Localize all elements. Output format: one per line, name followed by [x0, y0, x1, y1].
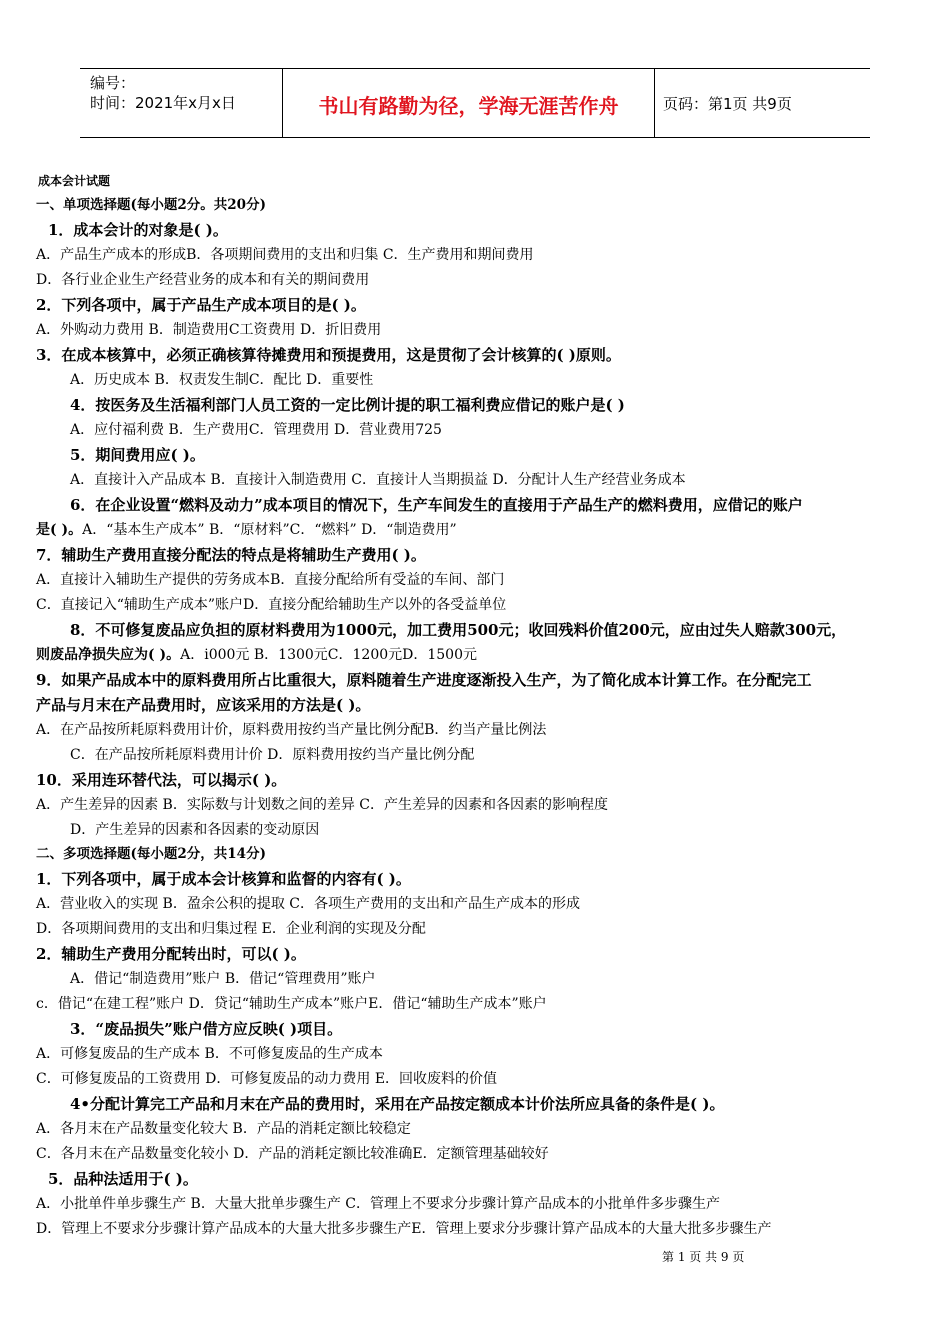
question-7: 7．辅助生产费用直接分配法的特点是将辅助生产费用( )。 — [36, 546, 426, 564]
q10-options-line-2: D．产生差异的因素和各因素的变动原因 — [70, 822, 320, 838]
q9-options-line-2: C．在产品按所耗原料费用计价 D．原料费用按约当产量比例分配 — [70, 747, 475, 763]
q6-continuation — [36, 518, 926, 543]
q2-options: A．外购动力费用 B．制造费用C工资费用 D．折旧费用 — [36, 322, 382, 338]
q5-options: A．直接计入产品成本 B．直接计入制造费用 C．直接计人当期损益 D．分配计人生产经营业务成本 — [70, 472, 686, 488]
q9-options-line-1: A．在产品按所耗原料费用计价，原料费用按约当产量比例分配B．约当产量比例法 — [36, 722, 547, 738]
header-left-cell — [80, 69, 283, 137]
q6-options: A．“基本生产成本” B．“原材料”C．“燃料” D．“制造费用” — [82, 522, 457, 538]
m2-options-line-1: A．借记“制造费用”账户 B．借记“管理费用”账户 — [70, 971, 376, 987]
page-header — [80, 68, 870, 138]
m1-options-line-2: D．各项期间费用的支出和归集过程 E．企业利润的实现及分配 — [36, 921, 426, 937]
m5-options-line-1: A．小批单件单步骤生产 B．大量大批单步骤生产 C．管理上不要求分步骤计算产品成本的小批单件多步骤生产 — [36, 1196, 721, 1212]
serial-label: 编号： — [90, 74, 136, 92]
q1-options-line-2: D．各行业企业生产经营业务的成本和有关的期间费用 — [36, 272, 370, 288]
time-label: 时间：2021年x月x日 — [90, 94, 236, 112]
question-1: 1．成本会计的对象是( )。 — [48, 221, 228, 239]
q6-stem-end: 是( )。 — [36, 522, 83, 538]
m2-options-line-2: c．借记“在建工程”账户 D．贷记“辅助生产成本”账户E．借记“辅助生产成本”账户 — [36, 996, 547, 1012]
question-2: 2．下列各项中，属于产品生产成本项目的是( )。 — [36, 296, 366, 314]
q3-options: A．历史成本 B．权责发生制C．配比 D．重要性 — [70, 372, 374, 388]
multi-question-3: 3．“废品损失”账户借方应反映( )项目。 — [70, 1020, 343, 1038]
question-6: 6．在企业设置“燃料及动力”成本项目的情况下，生产车间发生的直接用于产品生产的燃料费用，应借记的账户 — [70, 496, 803, 514]
question-4: 4．按医务及生活福利部门人员工资的一定比例计提的职工福利费应借记的账户是( ) — [70, 396, 625, 414]
q8-options: A．i000元 B．1300元C．1200元D．1500元 — [180, 647, 477, 663]
multi-question-1: 1．下列各项中，属于成本会计核算和监督的内容有( )。 — [36, 870, 411, 888]
section-multiple-choice: 二、多项选择题(每小题2分，共14分) — [36, 846, 266, 862]
question-8: 8．不可修复废品应负担的原材料费用为1000元，加工费用500元；收回残料价值200元，应由过失人赔款300元， — [70, 621, 847, 639]
m3-options-line-2: C．可修复废品的工资费用 D．可修复废品的动力费用 E．回收废料的价值 — [36, 1071, 498, 1087]
section-single-choice: 一、单项选择题(每小题2分。共20分) — [36, 197, 266, 213]
header-page-cell — [655, 69, 870, 137]
q4-options: A．应付福利费 B．生产费用C．管理费用 D．营业费用725 — [70, 422, 442, 438]
q10-options-line-1: A．产生差异的因素 B．实际数与计划数之间的差异 C．产生差异的因素和各因素的影响程度 — [36, 797, 609, 813]
page-number: 页码：第1页 共9页 — [663, 95, 792, 113]
question-5: 5．期间费用应( )。 — [70, 446, 205, 464]
m1-options-line-1: A．营业收入的实现 B．盈余公积的提取 C．各项生产费用的支出和产品生产成本的形成 — [36, 896, 581, 912]
question-3: 3．在成本核算中，必须正确核算待摊费用和预提费用，这是贯彻了会计核算的( )原则。 — [36, 346, 621, 364]
m5-options-line-2: D．管理上不要求分步骤计算产品成本的大量大批多步骤生产E．管理上要求分步骤计算产品成本的大量大批多步骤生产 — [36, 1221, 772, 1237]
multi-question-2: 2．辅助生产费用分配转出时，可以( )。 — [36, 945, 306, 963]
q1-options-line-1: A．产品生产成本的形成B．各项期间费用的支出和归集 C．生产费用和期间费用 — [36, 247, 534, 263]
multi-question-4: 4•分配计算完工产品和月末在产品的费用时，采用在产品按定额成本计价法所应具备的条件是( )。 — [70, 1095, 725, 1113]
page-footer: 第 1 页 共 9 页 — [662, 1250, 745, 1264]
header-motto-cell — [283, 69, 655, 137]
motto: 书山有路勤为径，学海无涯苦作舟 — [318, 94, 619, 118]
question-10: 10．采用连环替代法，可以揭示( )。 — [36, 771, 287, 789]
m3-options-line-1: A．可修复废品的生产成本 B．不可修复废品的生产成本 — [36, 1046, 383, 1062]
m4-options-line-2: C．各月末在产品数量变化较小 D．产品的消耗定额比较准确E．定额管理基础较好 — [36, 1146, 549, 1162]
q8-stem-end: 则废品净损失应为( )。 — [36, 647, 181, 663]
multi-question-5: 5．品种法适用于( )。 — [48, 1170, 198, 1188]
q7-options-line-2: C．直接记入“辅助生产成本”账户D．直接分配给辅助生产以外的各受益单位 — [36, 597, 507, 613]
document-body — [36, 172, 926, 1242]
document-title: 成本会计试题 — [38, 174, 111, 188]
q8-continuation — [36, 643, 926, 668]
q7-options-line-1: A．直接计入辅助生产提供的劳务成本B．直接分配给所有受益的车间、部门 — [36, 572, 505, 588]
question-9-line-2: 产品与月末在产品费用时，应该采用的方法是( )。 — [36, 696, 371, 714]
question-9-line-1: 9．如果产品成本中的原料费用所占比重很大，原料随着生产进度逐渐投入生产，为了简化成本计算工作。在分配完工 — [36, 671, 812, 689]
m4-options-line-1: A．各月末在产品数量变化较大 B．产品的消耗定额比较稳定 — [36, 1121, 411, 1137]
